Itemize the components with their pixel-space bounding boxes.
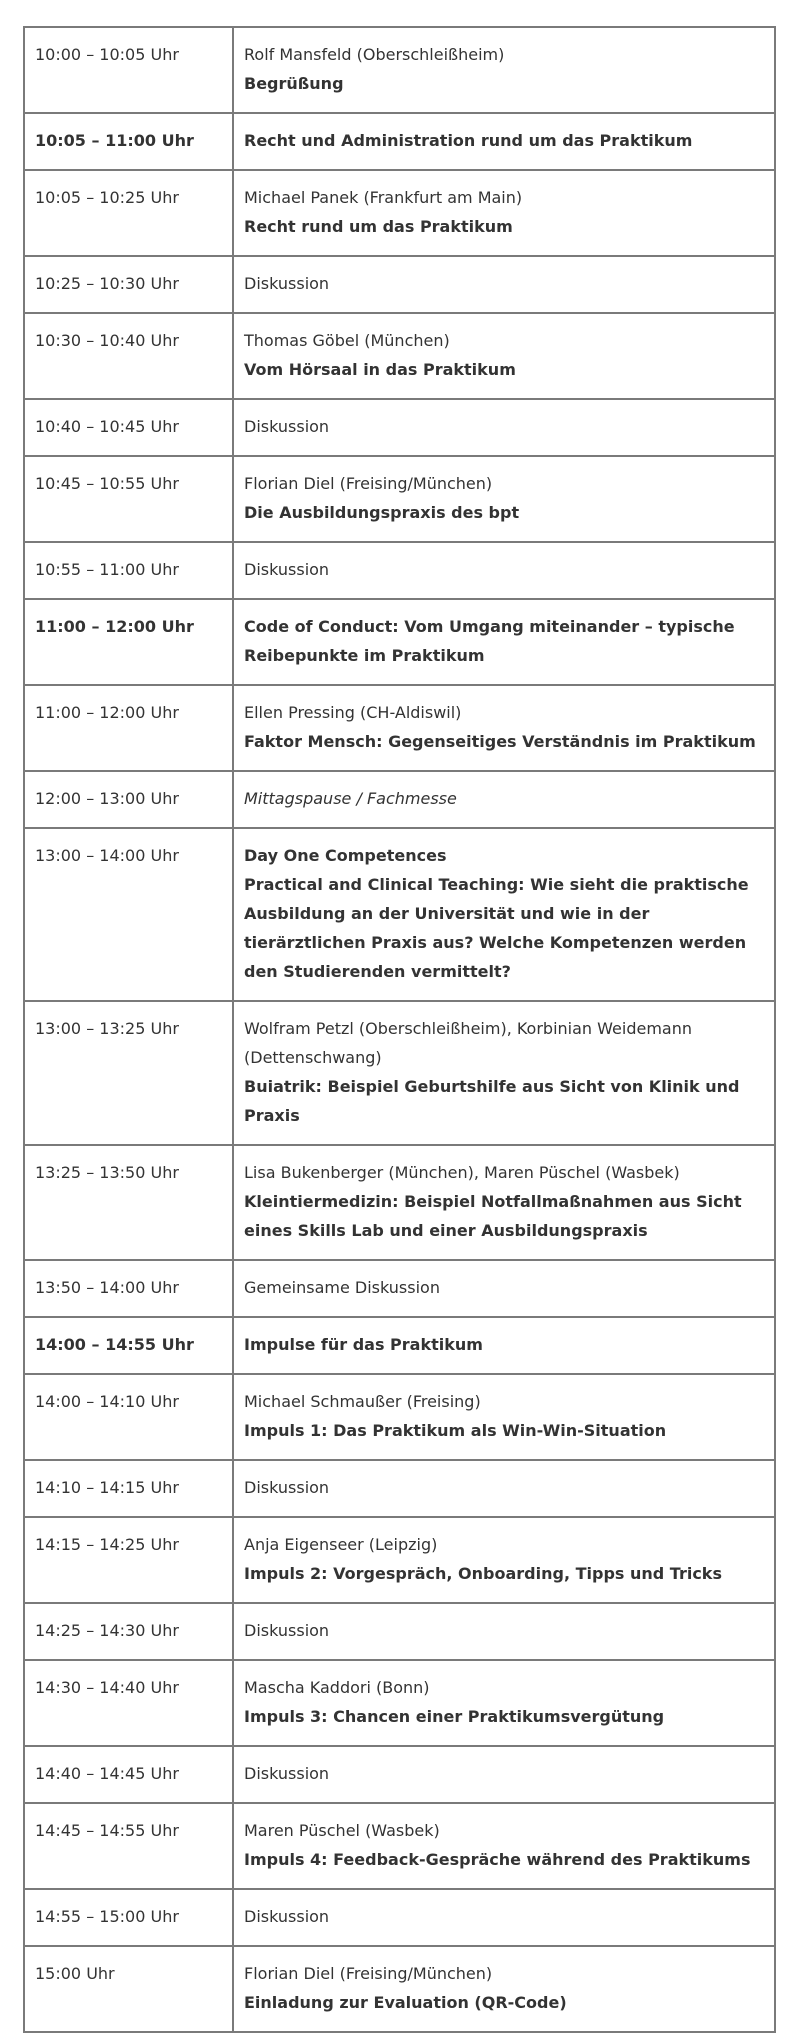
session-title: Begrüßung: [244, 74, 344, 93]
schedule-row: [24, 1260, 775, 1317]
speaker-info: Michael Schmaußer (Freising): [244, 1392, 481, 1411]
session-title: Practical and Clinical Teaching: Wie sieht die praktische Ausbildung an der Universität und wie in der tierärztlichen Praxis aus? Welche Kompetenzen werden den Studierenden vermittelt?: [244, 875, 749, 981]
time-cell: 11:00 – 12:00 Uhr: [24, 599, 233, 685]
schedule-row: [24, 27, 775, 113]
schedule-row: [24, 542, 775, 599]
speaker-info: Diskussion: [244, 1621, 330, 1640]
session-cell: [233, 1603, 775, 1660]
session-cell: [233, 1460, 775, 1517]
speaker-info: Diskussion: [244, 1907, 330, 1926]
schedule-row: [24, 399, 775, 456]
time-cell: 13:50 – 14:00 Uhr: [24, 1260, 233, 1317]
session-title: Code of Conduct: Vom Umgang miteinander – typische Reibepunkte im Praktikum: [244, 617, 735, 665]
session-cell: [233, 771, 775, 828]
time-cell: 13:00 – 13:25 Uhr: [24, 1001, 233, 1145]
time-cell: 10:00 – 10:05 Uhr: [24, 27, 233, 113]
time-cell: 14:30 – 14:40 Uhr: [24, 1660, 233, 1746]
session-title: Impulse für das Praktikum: [244, 1335, 483, 1354]
time-cell: 10:05 – 11:00 Uhr: [24, 113, 233, 170]
session-cell: [233, 1374, 775, 1460]
session-cell: [233, 113, 775, 170]
time-cell: 11:00 – 12:00 Uhr: [24, 685, 233, 771]
session-title: Impuls 2: Vorgespräch, Onboarding, Tipps und Tricks: [244, 1564, 722, 1583]
session-cell: [233, 399, 775, 456]
schedule-row: [24, 170, 775, 256]
time-cell: 15:00 Uhr: [24, 1946, 233, 2032]
speaker-info: Diskussion: [244, 417, 330, 436]
speaker-info: Mascha Kaddori (Bonn): [244, 1678, 430, 1697]
schedule-row: [24, 1517, 775, 1603]
session-cell: [233, 1946, 775, 2032]
session-title: Vom Hörsaal in das Praktikum: [244, 360, 516, 379]
speaker-info: Florian Diel (Freising/München): [244, 1964, 493, 1983]
speaker-info: Ellen Pressing (CH-Aldiswil): [244, 703, 462, 722]
session-title: Buiatrik: Beispiel Geburtshilfe aus Sicht von Klinik und Praxis: [244, 1077, 740, 1125]
speaker-info: Diskussion: [244, 1764, 330, 1783]
session-title: Recht rund um das Praktikum: [244, 217, 513, 236]
schedule-row: [24, 1889, 775, 1946]
session-title: Einladung zur Evaluation (QR-Code): [244, 1993, 567, 2012]
speaker-info: Maren Püschel (Wasbek): [244, 1821, 440, 1840]
time-cell: 14:45 – 14:55 Uhr: [24, 1803, 233, 1889]
schedule-row: [24, 456, 775, 542]
schedule-row: [24, 1660, 775, 1746]
session-cell: [233, 1001, 775, 1145]
speaker-info: Diskussion: [244, 1478, 330, 1497]
time-cell: 13:00 – 14:00 Uhr: [24, 828, 233, 1001]
session-title: Recht und Administration rund um das Praktikum: [244, 131, 693, 150]
break-label: Mittagspause / Fachmesse: [244, 789, 457, 808]
session-cell: [233, 599, 775, 685]
schedule-row: [24, 1145, 775, 1260]
speaker-info: Florian Diel (Freising/München): [244, 474, 493, 493]
time-cell: 10:30 – 10:40 Uhr: [24, 313, 233, 399]
program-schedule-table: [23, 26, 776, 2033]
session-cell: [233, 256, 775, 313]
schedule-row: [24, 1603, 775, 1660]
speaker-info: Gemeinsame Diskussion: [244, 1278, 440, 1297]
time-cell: 14:55 – 15:00 Uhr: [24, 1889, 233, 1946]
time-cell: 14:15 – 14:25 Uhr: [24, 1517, 233, 1603]
time-cell: 12:00 – 13:00 Uhr: [24, 771, 233, 828]
session-title: Die Ausbildungspraxis des bpt: [244, 503, 520, 522]
session-cell: [233, 542, 775, 599]
session-cell: [233, 170, 775, 256]
schedule-row: [24, 828, 775, 1001]
speaker-info: Diskussion: [244, 560, 330, 579]
session-cell: [233, 456, 775, 542]
session-cell: [233, 1746, 775, 1803]
session-title: Impuls 1: Das Praktikum als Win-Win-Situation: [244, 1421, 667, 1440]
schedule-body: [24, 27, 775, 2032]
session-cell: [233, 1517, 775, 1603]
schedule-row: [24, 599, 775, 685]
session-cell: [233, 1889, 775, 1946]
time-cell: 14:00 – 14:10 Uhr: [24, 1374, 233, 1460]
session-title: Kleintiermedizin: Beispiel Notfallmaßnahmen aus Sicht eines Skills Lab und einer Ausbildungspraxis: [244, 1192, 742, 1240]
time-cell: 13:25 – 13:50 Uhr: [24, 1145, 233, 1260]
session-cell: [233, 313, 775, 399]
session-title: Impuls 3: Chancen einer Praktikumsvergütung: [244, 1707, 665, 1726]
schedule-row: [24, 1460, 775, 1517]
speaker-info: Wolfram Petzl (Oberschleißheim), Korbinian Weidemann (Dettenschwang): [244, 1019, 692, 1067]
time-cell: 14:10 – 14:15 Uhr: [24, 1460, 233, 1517]
session-cell: [233, 1260, 775, 1317]
schedule-row: [24, 1001, 775, 1145]
time-cell: 14:00 – 14:55 Uhr: [24, 1317, 233, 1374]
session-cell: [233, 1145, 775, 1260]
time-cell: 10:40 – 10:45 Uhr: [24, 399, 233, 456]
schedule-row: [24, 1317, 775, 1374]
speaker-info: Thomas Göbel (München): [244, 331, 450, 350]
schedule-row: [24, 256, 775, 313]
time-cell: 10:55 – 11:00 Uhr: [24, 542, 233, 599]
schedule-row: [24, 1946, 775, 2032]
session-cell: [233, 1803, 775, 1889]
session-title: Impuls 4: Feedback-Gespräche während des Praktikums: [244, 1850, 751, 1869]
session-cell: [233, 828, 775, 1001]
speaker-info: Anja Eigenseer (Leipzig): [244, 1535, 438, 1554]
time-cell: 10:25 – 10:30 Uhr: [24, 256, 233, 313]
schedule-row: [24, 1746, 775, 1803]
schedule-row: [24, 313, 775, 399]
speaker-info: Michael Panek (Frankfurt am Main): [244, 188, 523, 207]
schedule-row: [24, 113, 775, 170]
schedule-row: [24, 771, 775, 828]
time-cell: 14:40 – 14:45 Uhr: [24, 1746, 233, 1803]
speaker-info: Diskussion: [244, 274, 330, 293]
time-cell: 10:05 – 10:25 Uhr: [24, 170, 233, 256]
time-cell: 10:45 – 10:55 Uhr: [24, 456, 233, 542]
session-title: Day One Competences: [244, 846, 447, 865]
session-cell: [233, 685, 775, 771]
schedule-row: [24, 1803, 775, 1889]
session-title: Faktor Mensch: Gegenseitiges Verständnis im Praktikum: [244, 732, 756, 751]
schedule-row: [24, 685, 775, 771]
session-cell: [233, 1317, 775, 1374]
session-cell: [233, 1660, 775, 1746]
speaker-info: Lisa Bukenberger (München), Maren Püschel (Wasbek): [244, 1163, 680, 1182]
time-cell: 14:25 – 14:30 Uhr: [24, 1603, 233, 1660]
session-cell: [233, 27, 775, 113]
schedule-row: [24, 1374, 775, 1460]
speaker-info: Rolf Mansfeld (Oberschleißheim): [244, 45, 505, 64]
